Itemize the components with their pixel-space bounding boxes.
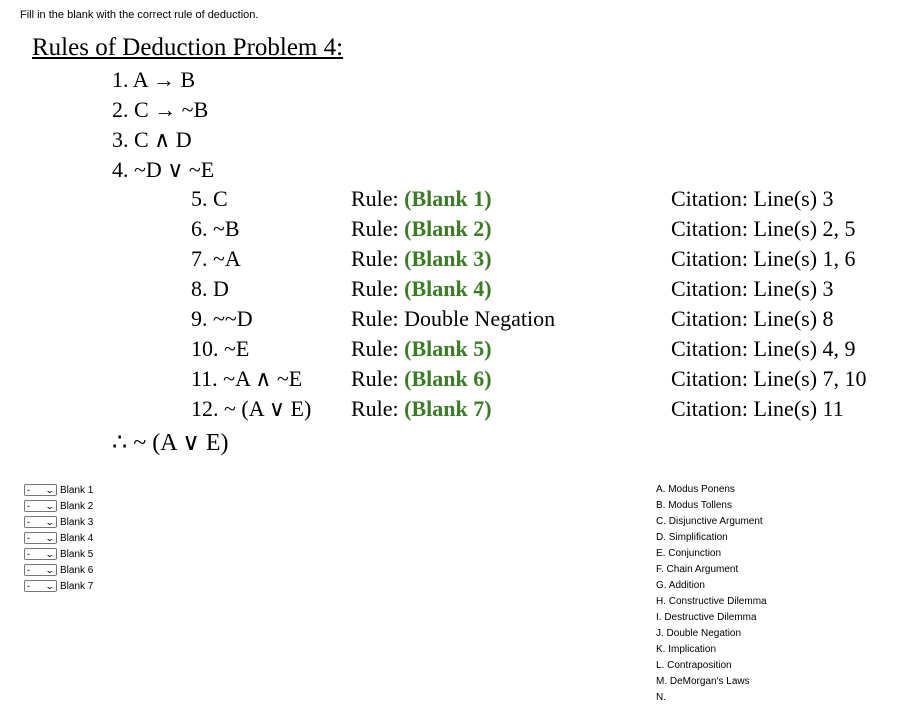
blank-select[interactable] [24,484,57,496]
answer-option: M. DeMorgan's Laws [656,676,750,687]
step-rule [351,336,492,362]
blank-label: Blank 3 [60,516,94,528]
rule-value: (Blank 1) [404,186,492,211]
answer-option: A. Modus Ponens [656,484,735,495]
premise-4: 4. ~D ∨ ~E [112,157,215,182]
answer-option: F. Chain Argument [656,564,739,575]
proof-step-row [0,246,907,276]
answer-option: J. Double Negation [656,628,742,639]
select-value: - [27,484,30,495]
step-rule [351,366,492,392]
proof-step-row [0,366,907,396]
step-statement: 10. ~E [191,336,250,361]
rule-prefix: Rule: [351,396,405,421]
step-statement: 11. ~A ∧ ~E [191,366,303,391]
blank-select[interactable] [24,580,57,592]
blank-select-row [24,562,93,578]
premise-1: 1. A → B [112,67,196,92]
blank-select[interactable] [24,548,57,560]
step-statement: 7. ~A [191,246,241,271]
rule-value: (Blank 7) [404,396,492,421]
step-rule [351,276,492,302]
rule-value: (Blank 3) [404,246,492,271]
answer-option: I. Destructive Dilemma [656,612,757,623]
blank-select-row [24,498,93,514]
problem-title: Rules of Deduction Problem 4: [32,34,344,61]
step-citation: Citation: Line(s) 2, 5 [671,216,856,241]
blank-label: Blank 6 [60,564,94,576]
proof-step-row [0,336,907,366]
select-value: - [27,532,30,543]
blank-select[interactable] [24,564,57,576]
chevron-down-icon: ⌄ [45,580,56,591]
chevron-down-icon: ⌄ [45,532,56,543]
blank-dropdowns [24,482,93,594]
answer-option: H. Constructive Dilemma [656,596,767,607]
step-rule [351,246,492,272]
chevron-down-icon: ⌄ [45,500,56,511]
rule-value: (Blank 6) [404,366,492,391]
answer-option: D. Simplification [656,532,728,543]
blank-select-row [24,530,93,546]
blank-label: Blank 5 [60,548,94,560]
step-rule [351,396,492,422]
premise-3: 3. C ∧ D [112,127,192,152]
rule-prefix: Rule: [351,336,405,361]
step-rule [351,216,492,242]
select-value: - [27,516,30,527]
blank-select[interactable] [24,532,57,544]
answer-option: G. Addition [656,580,705,591]
select-value: - [27,500,30,511]
rule-prefix: Rule: [351,186,405,211]
rule-prefix: Rule: [351,366,405,391]
chevron-down-icon: ⌄ [45,516,56,527]
answer-option: E. Conjunction [656,548,722,559]
rule-prefix: Rule: [351,306,405,331]
step-citation: Citation: Line(s) 1, 6 [671,246,856,271]
select-value: - [27,548,30,559]
blank-select-row [24,482,93,498]
proof-step-row [0,396,907,426]
conclusion: ∴ ~ (A ∨ E) [112,430,229,456]
rule-prefix: Rule: [351,276,405,301]
blank-select[interactable] [24,500,57,512]
rule-value: (Blank 2) [404,216,492,241]
step-statement: 8. D [191,276,229,301]
rule-prefix: Rule: [351,246,405,271]
chevron-down-icon: ⌄ [45,564,56,575]
proof-step-row [0,186,907,216]
step-citation: Citation: Line(s) 4, 9 [671,336,856,361]
rule-value: (Blank 4) [404,276,492,301]
chevron-down-icon: ⌄ [45,548,56,559]
select-value: - [27,564,30,575]
answer-option: B. Modus Tollens [656,500,732,511]
proof-step-row [0,306,907,336]
blank-label: Blank 4 [60,532,94,544]
blank-select-row [24,546,93,562]
step-citation: Citation: Line(s) 11 [671,396,844,421]
step-rule [351,306,555,332]
answer-options-list [656,482,767,706]
blank-select[interactable] [24,516,57,528]
step-citation: Citation: Line(s) 7, 10 [671,366,867,391]
rule-value: Double Negation [404,306,556,331]
step-citation: Citation: Line(s) 3 [671,276,834,301]
blank-label: Blank 7 [60,580,94,592]
instruction-text: Fill in the blank with the correct rule of deduction. [20,9,259,21]
answer-option: L. Contraposition [656,660,732,671]
rule-prefix: Rule: [351,216,405,241]
select-value: - [27,580,30,591]
blank-label: Blank 1 [60,484,94,496]
step-citation: Citation: Line(s) 3 [671,186,834,211]
chevron-down-icon: ⌄ [45,484,56,495]
blank-select-row [24,514,93,530]
premise-2: 2. C → ~B [112,97,209,122]
rule-value: (Blank 5) [404,336,492,361]
step-statement: 12. ~ (A ∨ E) [191,396,312,421]
blank-label: Blank 2 [60,500,94,512]
answer-option: C. Disjunctive Argument [656,516,763,527]
answer-option: N. [656,692,666,703]
step-statement: 5. C [191,186,228,211]
step-citation: Citation: Line(s) 8 [671,306,834,331]
blank-select-row [24,578,93,594]
step-rule [351,186,492,212]
step-statement: 6. ~B [191,216,240,241]
proof-step-row [0,216,907,246]
proof-step-row [0,276,907,306]
step-statement: 9. ~~D [191,306,253,331]
answer-option: K. Implication [656,644,717,655]
